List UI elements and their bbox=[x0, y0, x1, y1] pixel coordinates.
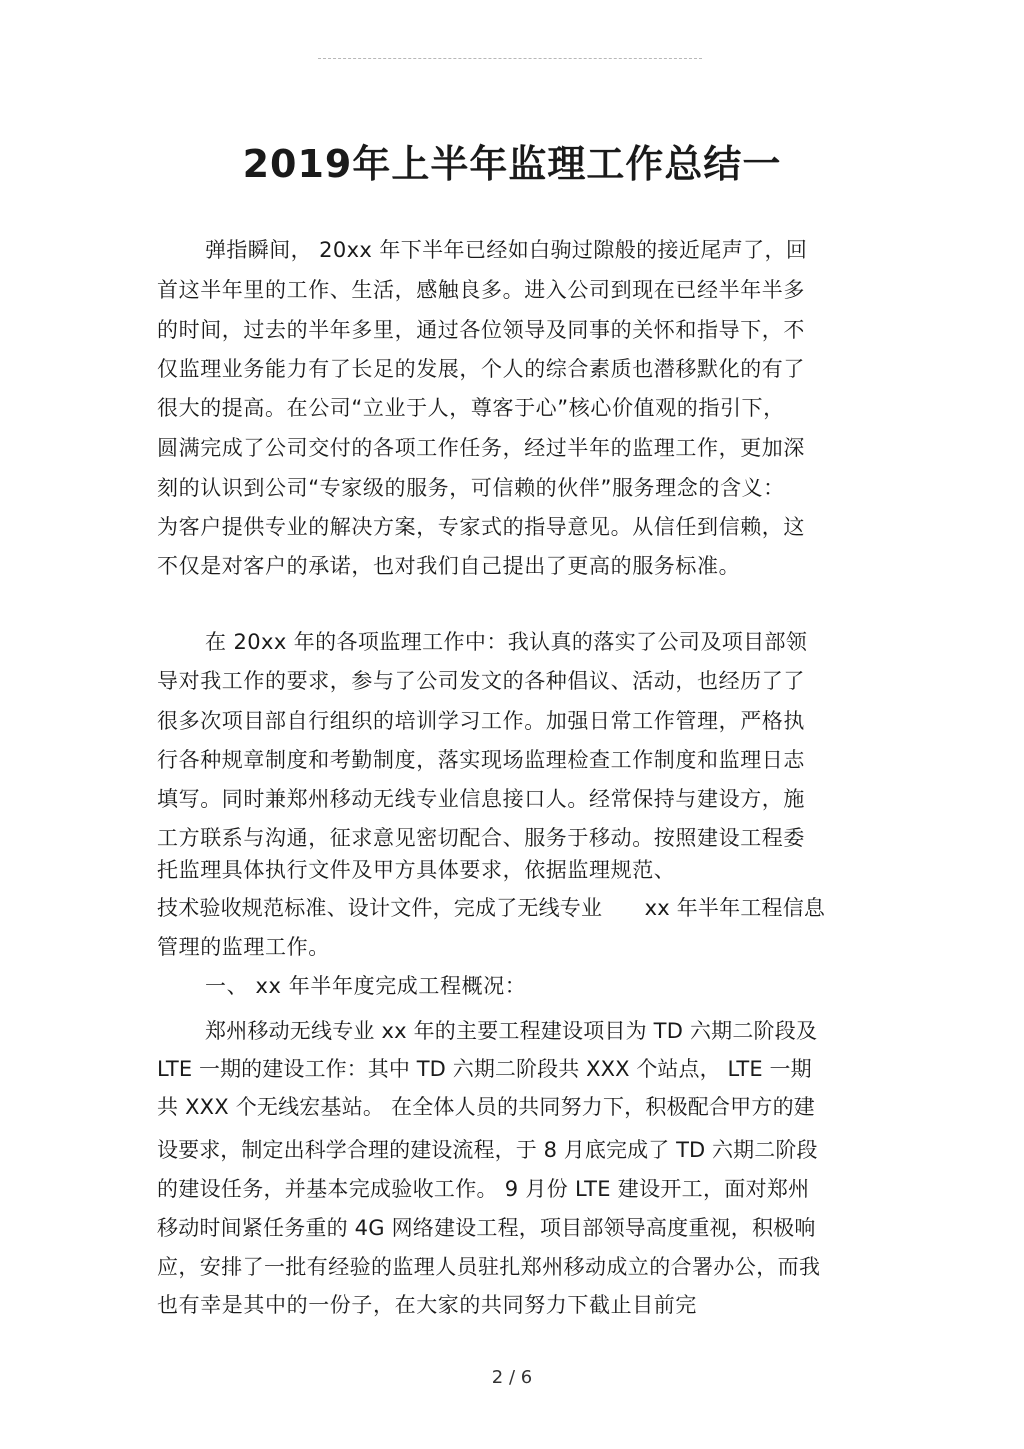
body-line: 仅监理业务能力有了长足的发展，个人的综合素质也潜移默化的有了 bbox=[157, 357, 805, 381]
body-line: 技术验收规范标准、设计文件，完成了无线专业 xx 年半年工程信息 bbox=[157, 896, 826, 920]
body-line: 在 20xx 年的各项监理工作中：我认真的落实了公司及项目部领 bbox=[205, 630, 808, 654]
body-line: 移动时间紧任务重的 4G 网络建设工程，项目部领导高度重视，积极响 bbox=[157, 1216, 816, 1240]
body-line: 应，安排了一批有经验的监理人员驻扎郑州移动成立的合署办公，而我 bbox=[157, 1255, 821, 1279]
body-line: 工方联系与沟通，征求意见密切配合、服务于移动。按照建设工程委 bbox=[157, 826, 805, 850]
section-heading: 一、 xx 年半年度完成工程概况： bbox=[205, 974, 527, 998]
document-title: 2019年上半年监理工作总结一 bbox=[242, 142, 782, 186]
body-line: 托监理具体执行文件及甲方具体要求，依据监理规范、 bbox=[157, 858, 676, 882]
body-line: 的建设任务，并基本完成验收工作。 9 月份 LTE 建设开工，面对郑州 bbox=[157, 1177, 810, 1201]
page-indicator: 2 / 6 bbox=[491, 1367, 533, 1388]
body-line: 行各种规章制度和考勤制度，落实现场监理检查工作制度和监理日志 bbox=[157, 748, 805, 772]
body-line: 的时间，过去的半年多里，通过各位领导及同事的关怀和指导下，不 bbox=[157, 318, 805, 342]
body-line: 很多次项目部自行组织的培训学习工作。加强日常工作管理，严格执 bbox=[157, 709, 805, 733]
body-line: 设要求，制定出科学合理的建设流程，于 8 月底完成了 TD 六期二阶段 bbox=[157, 1138, 818, 1162]
header-rule bbox=[318, 58, 702, 59]
body-line: 导对我工作的要求，参与了公司发文的各种倡议、活动，也经历了了 bbox=[157, 669, 805, 693]
body-line: 很大的提高。在公司“立业于人，尊客于心”核心价值观的指引下， bbox=[157, 396, 785, 420]
body-line: 不仅是对客户的承诺，也对我们自己提出了更高的服务标准。 bbox=[157, 554, 741, 578]
body-line: 首这半年里的工作、生活，感触良多。进入公司到现在已经半年半多 bbox=[157, 278, 805, 302]
body-line: 弹指瞬间， 20xx 年下半年已经如白驹过隙般的接近尾声了，回 bbox=[205, 238, 808, 262]
body-line: 刻的认识到公司“专家级的服务，可信赖的伙伴”服务理念的含义： bbox=[157, 476, 785, 500]
body-line: 填写。同时兼郑州移动无线专业信息接口人。经常保持与建设方，施 bbox=[157, 787, 805, 811]
body-line: LTE 一期的建设工作：其中 TD 六期二阶段共 XXX 个站点， LTE 一期 bbox=[157, 1057, 812, 1081]
body-line: 也有幸是其中的一份子，在大家的共同努力下截止目前完 bbox=[157, 1293, 697, 1317]
body-line: 管理的监理工作。 bbox=[157, 935, 330, 959]
body-line: 圆满完成了公司交付的各项工作任务，经过半年的监理工作，更加深 bbox=[157, 436, 805, 460]
body-line: 共 XXX 个无线宏基站。 在全体人员的共同努力下，积极配合甲方的建 bbox=[157, 1095, 815, 1119]
body-line: 为客户提供专业的解决方案，专家式的指导意见。从信任到信赖，这 bbox=[157, 515, 805, 539]
body-line: 郑州移动无线专业 xx 年的主要工程建设项目为 TD 六期二阶段及 bbox=[205, 1019, 818, 1043]
